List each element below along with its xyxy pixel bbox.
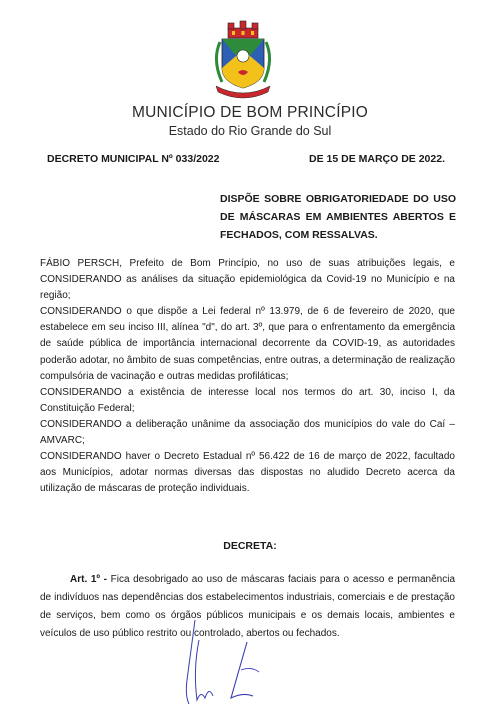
article-1-text: Fica desobrigado ao uso de máscaras faciais para o acesso e permanência de indivíduos nas dependências dos estabelecimentos industriais, comerciais e de prestação de serviços, bem como os órgãos públicos municipais e os demais locais, ambientes e veículos de uso público restrito ou controlado, abertos ou fechados. (40, 574, 455, 639)
decree-summary: DISPÕE SOBRE OBRIGATORIEDADE DO USO DE MÁSCARAS EM AMBIENTES ABERTOS E FECHADOS, COM RESSALVAS. (220, 193, 456, 241)
preamble-paragraph: FÁBIO PERSCH, Prefeito de Bom Princípio, no uso de suas atribuições legais, e CONSIDERANDO as análises da situação epidemiológica da Covid-19 no Município e na região; (40, 258, 455, 302)
preamble-paragraph: CONSIDERANDO a existência de interesse local nos termos do art. 30, inciso I, da Constituição Federal; (40, 386, 455, 414)
preamble-paragraph: CONSIDERANDO haver o Decreto Estadual nº 56.422 de 16 de março de 2022, facultado aos Municípios, adotar normas diversas das dispostas no aludido Decreto acerca da utilização de máscaras de proteção individuais. (40, 451, 455, 495)
decree-number: DECRETO MUNICIPAL Nº 033/2022 (47, 153, 220, 165)
decreta-heading: DECRETA: (223, 540, 277, 552)
signature-icon (155, 600, 275, 707)
article-1-label: Art. 1º - (70, 574, 107, 585)
decree-date: DE 15 DE MARÇO DE 2022. (309, 153, 445, 165)
preamble-paragraph: CONSIDERANDO a deliberação unânime da associação dos municípios do vale do Caí – AMVARC; (40, 418, 455, 447)
municipal-crest-icon (212, 20, 274, 102)
state-name: Estado do Rio Grande do Sul (168, 124, 332, 138)
preamble (40, 256, 455, 497)
municipality-name: MUNICÍPIO DE BOM PRINCÍPIO (132, 104, 368, 121)
preamble-paragraph: CONSIDERANDO o que dispõe a Lei federal nº 13.979, de 6 de fevereiro de 2020, que estabelece em seu inciso III, alínea "d", do art. 3º, que para o enfrentamento da emergência de saúde pública de importância internacional decorrente da COVID-19, as autoridades poderão adotar, no âmbito de suas competências, entre outras, a determinação de realização compulsória de vacinação e outras medidas profiláticas; (40, 306, 455, 382)
